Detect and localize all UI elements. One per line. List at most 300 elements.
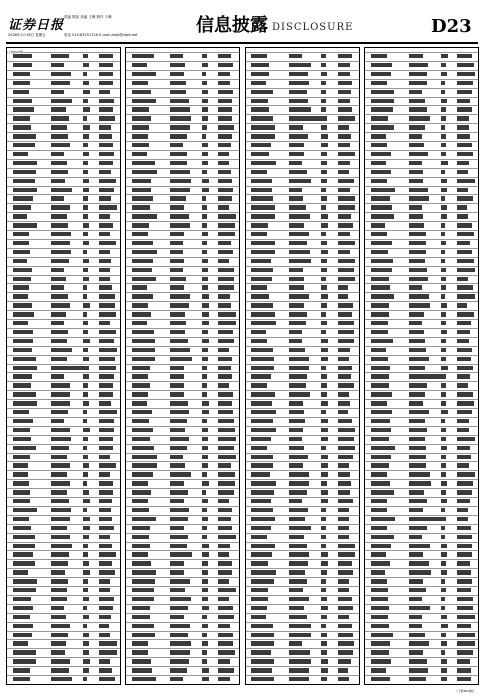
table-cell [441, 472, 447, 476]
table-cell [99, 633, 110, 637]
table-row [246, 257, 359, 258]
table-cell [202, 90, 207, 94]
table-cell [83, 490, 89, 494]
table-cell [13, 294, 29, 298]
table-cell [289, 383, 306, 387]
table-cell [132, 232, 147, 236]
table-cell [218, 366, 230, 370]
table-row [126, 364, 239, 365]
table-cell [13, 481, 29, 485]
table-cell [251, 659, 274, 663]
table-row [7, 515, 120, 516]
table-cell [338, 588, 349, 592]
table-cell [441, 250, 445, 254]
table-cell [99, 143, 113, 147]
table-cell [371, 81, 387, 85]
table-row [246, 506, 359, 507]
table-row [7, 506, 120, 507]
table-cell [289, 606, 304, 610]
table-row [7, 622, 120, 623]
table-cell [13, 250, 30, 254]
table-cell [83, 312, 87, 316]
table-cell [457, 472, 475, 476]
table-cell [251, 205, 275, 209]
table-cell [83, 455, 88, 459]
table-cell [457, 490, 472, 494]
table-cell [132, 650, 148, 654]
table-row [7, 417, 120, 418]
table-cell [457, 99, 470, 103]
table-cell [289, 152, 304, 156]
table-cell [289, 250, 310, 254]
table-cell [441, 312, 446, 316]
table-cell [99, 72, 113, 76]
table-cell [218, 303, 231, 307]
table-row [7, 639, 120, 640]
table-cell [132, 472, 153, 476]
table-row [365, 568, 478, 569]
table-cell [83, 633, 89, 637]
table-cell [289, 99, 308, 103]
table-cell [289, 410, 303, 414]
table-cell [202, 517, 208, 521]
table-cell [202, 579, 208, 583]
table-cell [409, 615, 423, 619]
table-cell [251, 668, 272, 672]
table-cell [218, 277, 234, 281]
table-row [246, 497, 359, 498]
table-cell [321, 72, 326, 76]
table-cell [338, 179, 355, 183]
table-row [126, 497, 239, 498]
table-cell [202, 597, 208, 601]
table-cell [13, 446, 37, 450]
table-cell [13, 472, 29, 476]
table-row [246, 586, 359, 587]
table-row [7, 497, 120, 498]
table-cell [170, 650, 190, 654]
table-row [365, 310, 478, 311]
table-cell [338, 339, 354, 343]
table-row [7, 577, 120, 578]
table-cell [132, 179, 150, 183]
table-cell [409, 463, 427, 467]
table-cell [202, 383, 207, 387]
table-cell [170, 90, 186, 94]
table-cell [251, 437, 270, 441]
table-row [246, 372, 359, 373]
table-cell [51, 170, 68, 174]
table-cell [409, 552, 423, 556]
table-cell [338, 125, 349, 129]
table-row [7, 123, 120, 124]
table-cell [371, 579, 387, 583]
table-cell [132, 294, 153, 298]
table-row [365, 524, 478, 525]
table-cell [218, 312, 236, 316]
table-row [7, 212, 120, 213]
table-cell [83, 330, 89, 334]
table-row [246, 666, 359, 667]
table-cell [170, 268, 183, 272]
table-cell [132, 63, 147, 67]
table-cell [441, 285, 446, 289]
table-cell [218, 641, 232, 645]
table-cell [338, 641, 354, 645]
table-cell [83, 125, 90, 129]
table-cell [371, 285, 390, 289]
table-cell [457, 232, 474, 236]
table-cell [83, 294, 87, 298]
table-cell [409, 241, 426, 245]
table-cell [132, 499, 148, 503]
table-cell [13, 277, 31, 281]
table-cell [132, 561, 151, 565]
table-cell [251, 624, 273, 628]
table-cell [202, 330, 208, 334]
table-cell [409, 419, 425, 423]
table-cell [289, 107, 311, 111]
table-cell [441, 463, 446, 467]
table-cell [202, 633, 207, 637]
table-cell [218, 54, 231, 58]
table-cell [441, 116, 446, 120]
table-cell [321, 188, 325, 192]
table-cell [441, 81, 445, 85]
table-cell [409, 54, 423, 58]
table-cell [170, 72, 184, 76]
table-cell [457, 134, 470, 138]
table-cell [132, 463, 157, 467]
table-cell [409, 561, 429, 565]
table-cell [409, 410, 429, 414]
table-cell [409, 63, 429, 67]
table-cell [321, 303, 326, 307]
table-cell [338, 223, 353, 227]
table-cell [457, 312, 474, 316]
table-cell [218, 481, 234, 485]
table-row [365, 657, 478, 658]
table-cell [441, 357, 446, 361]
table-cell [338, 481, 351, 485]
table-cell [409, 99, 426, 103]
table-cell [132, 535, 149, 539]
table-row [7, 194, 120, 195]
table-cell [338, 499, 353, 503]
table-row [365, 408, 478, 409]
table-cell [218, 99, 232, 103]
table-cell [321, 268, 327, 272]
table-cell [202, 170, 207, 174]
table-cell [218, 588, 236, 592]
table-cell [13, 179, 35, 183]
table-cell [170, 99, 189, 103]
table-row [7, 586, 120, 587]
table-cell [457, 624, 471, 628]
table-cell [289, 641, 302, 645]
table-row [126, 283, 239, 284]
table-cell [371, 312, 390, 316]
table-row [365, 266, 478, 267]
table-cell [99, 552, 116, 556]
table-cell [170, 624, 190, 628]
table-cell [321, 401, 327, 405]
table-cell [338, 490, 350, 494]
table-cell [457, 63, 474, 67]
table-row [126, 212, 239, 213]
table-cell [51, 650, 65, 654]
table-cell [289, 232, 309, 236]
table-cell [321, 490, 328, 494]
table-cell [202, 294, 209, 298]
table-cell [409, 499, 427, 503]
table-row [246, 310, 359, 311]
table-cell [83, 223, 89, 227]
table-cell [202, 152, 208, 156]
table-cell [51, 535, 70, 539]
table-row [246, 88, 359, 89]
table-cell [170, 170, 190, 174]
table-cell [83, 437, 88, 441]
table-cell [51, 277, 66, 281]
table-cell [202, 535, 207, 539]
table-cell [170, 63, 185, 67]
table-row [126, 257, 239, 258]
table-row [7, 221, 120, 222]
table-cell [99, 401, 111, 405]
table-cell [51, 606, 64, 610]
table-cell [13, 321, 28, 325]
table-cell [202, 552, 208, 556]
table-cell [218, 125, 234, 129]
table-cell [13, 392, 37, 396]
table-cell [202, 54, 206, 58]
table-cell [251, 357, 274, 361]
table-cell [132, 143, 149, 147]
table-cell [289, 161, 302, 165]
table-cell [409, 437, 425, 441]
table-cell [338, 579, 349, 583]
table-cell [371, 668, 387, 672]
table-cell [170, 205, 184, 209]
table-row [246, 417, 359, 418]
table-cell [289, 134, 308, 138]
table-cell [13, 107, 34, 111]
table-row [7, 61, 120, 62]
table-cell [170, 277, 186, 281]
table-cell [132, 455, 157, 459]
table-cell [132, 659, 151, 663]
table-cell [338, 401, 350, 405]
table-cell [441, 499, 447, 503]
table-row [7, 488, 120, 489]
table-cell [202, 223, 207, 227]
table-cell [218, 544, 230, 548]
table-row [126, 88, 239, 89]
table-cell [371, 677, 391, 681]
table-cell [409, 205, 423, 209]
table-cell [218, 463, 231, 467]
table-cell [51, 196, 64, 200]
table-cell [13, 641, 28, 645]
table-cell [170, 232, 184, 236]
table-row [7, 266, 120, 267]
table-row [126, 533, 239, 534]
table-cell [441, 277, 446, 281]
table-cell [441, 54, 448, 58]
table-cell [13, 428, 30, 432]
table-cell [170, 526, 184, 530]
table-cell [218, 188, 233, 192]
table-cell [202, 188, 208, 192]
table-row [126, 346, 239, 347]
table-row [365, 97, 478, 98]
table-row [365, 372, 478, 373]
table-row [365, 595, 478, 596]
table-cell [83, 561, 89, 565]
table-row [126, 150, 239, 151]
table-cell [202, 72, 206, 76]
table-cell [83, 321, 88, 325]
table-cell [251, 312, 275, 316]
table-cell [13, 561, 35, 565]
table-cell [289, 54, 302, 58]
table-cell [83, 250, 87, 254]
table-cell [321, 455, 327, 459]
table-cell [51, 223, 68, 227]
table-row [126, 657, 239, 658]
table-cell [51, 437, 72, 441]
table-cell [83, 668, 89, 672]
table-cell [132, 624, 154, 628]
table-cell [289, 366, 309, 370]
table-cell [409, 579, 424, 583]
table-row [246, 337, 359, 338]
table-cell [371, 615, 388, 619]
table-cell [132, 161, 155, 165]
table-cell [132, 81, 148, 85]
table-cell [457, 659, 471, 663]
table-cell [202, 668, 209, 672]
table-row [7, 675, 120, 676]
table-row [126, 230, 239, 231]
table-cell [99, 232, 110, 236]
table-row [246, 435, 359, 436]
table-cell [202, 134, 206, 138]
table-row [365, 435, 478, 436]
table-cell [338, 535, 350, 539]
table-cell [321, 161, 327, 165]
table-cell [99, 81, 113, 85]
table-cell [170, 588, 185, 592]
table-row [7, 132, 120, 133]
table-cell [202, 544, 209, 548]
table-cell [13, 223, 38, 227]
table-cell [441, 455, 446, 459]
table-cell [371, 116, 389, 120]
table-cell [409, 161, 422, 165]
table-cell [289, 392, 309, 396]
table-cell [51, 481, 71, 485]
table-cell [51, 446, 69, 450]
table-row [365, 221, 478, 222]
table-cell [13, 134, 37, 138]
table-cell [13, 508, 37, 512]
table-cell [321, 152, 327, 156]
table-row [7, 70, 120, 71]
table-cell [99, 285, 112, 289]
table-cell [202, 490, 206, 494]
table-cell [202, 107, 208, 111]
table-row [7, 453, 120, 454]
table-cell [83, 552, 88, 556]
table-cell [441, 223, 445, 227]
table-cell [83, 419, 88, 423]
table-cell [321, 517, 326, 521]
table-row [126, 631, 239, 632]
table-row [126, 310, 239, 311]
table-cell [289, 259, 311, 263]
table-cell [338, 570, 354, 574]
table-cell [170, 392, 184, 396]
table-cell [457, 205, 467, 209]
table-cell [457, 552, 472, 556]
table-row [7, 372, 120, 373]
table-cell [457, 374, 470, 378]
table-row [246, 364, 359, 365]
table-cell [13, 285, 29, 289]
table-cell [289, 321, 306, 325]
table-cell [170, 535, 188, 539]
table-cell [83, 544, 88, 548]
table-cell [338, 259, 355, 263]
table-cell [251, 526, 271, 530]
table-cell [338, 170, 350, 174]
table-cell [321, 419, 327, 423]
table-cell [83, 116, 87, 120]
table-cell [371, 526, 387, 530]
table-cell [99, 481, 113, 485]
table-cell [321, 99, 325, 103]
table-cell [371, 152, 392, 156]
table-cell [51, 624, 70, 628]
table-cell [51, 152, 64, 156]
table-row [7, 524, 120, 525]
table-cell [441, 161, 448, 165]
table-cell [51, 116, 69, 120]
table-cell [441, 321, 446, 325]
table-cell [457, 303, 467, 307]
table-cell [132, 597, 153, 601]
table-cell [251, 196, 273, 200]
table-cell [457, 170, 469, 174]
table-cell [99, 383, 113, 387]
table-cell [409, 188, 429, 192]
table-row [246, 328, 359, 329]
table-row [7, 390, 120, 391]
table-cell [251, 125, 275, 129]
table-cell [251, 446, 267, 450]
table-row [365, 550, 478, 551]
table-cell [371, 366, 390, 370]
table-cell [202, 125, 207, 129]
table-row [126, 239, 239, 240]
table-cell [251, 570, 275, 574]
table-cell [409, 641, 430, 645]
table-cell [51, 508, 71, 512]
table-cell [251, 499, 270, 503]
table-cell [132, 312, 151, 316]
